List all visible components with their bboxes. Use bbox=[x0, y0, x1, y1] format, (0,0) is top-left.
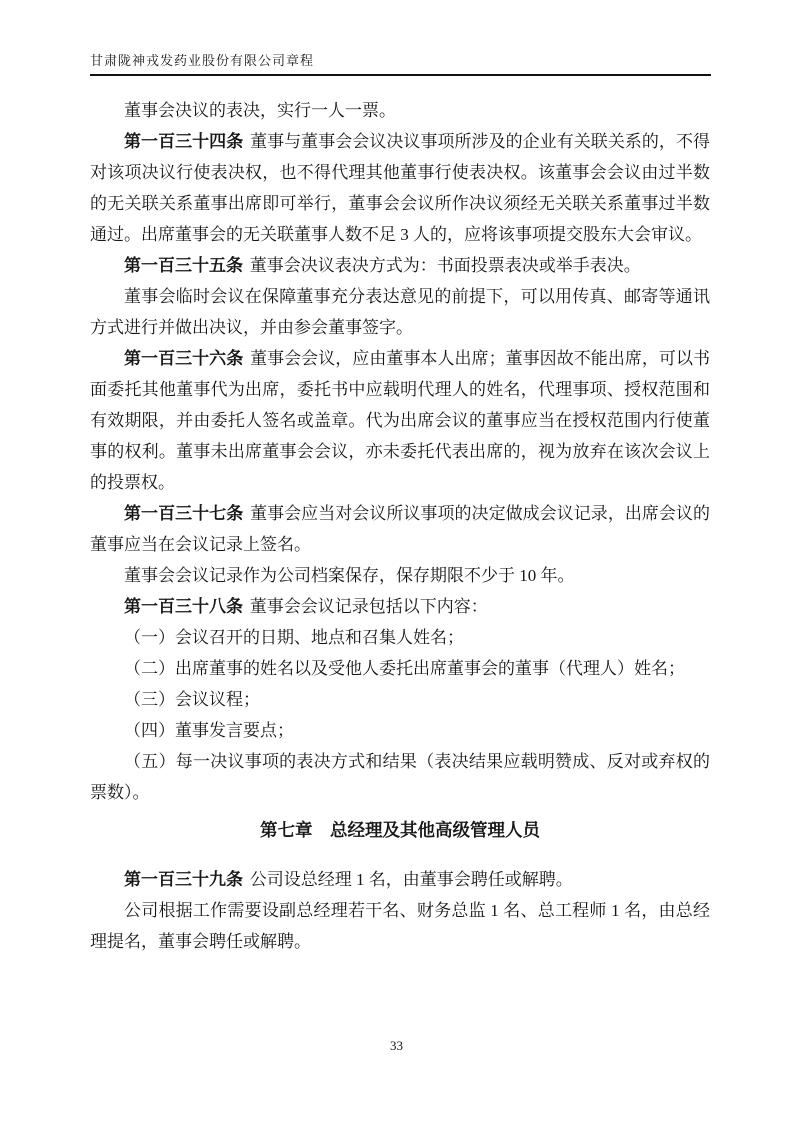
document-title: 甘肃陇神戎发药业股份有限公司章程 bbox=[90, 53, 315, 68]
article-number: 第一百三十五条 bbox=[124, 256, 243, 275]
paragraph-text: 董事会会议，应由董事本人出席；董事因故不能出席，可以书面委托其他董事代为出席，委托书中应载明代理人的姓名，代理事项、授权范围和有效期限，并由委托人签名或盖章。代为出席会议的董事应当在授权范围内行使董事的权利。董事未出席董事会会议，亦未委托代表出席的，视为放弃在该次会议上的投票权。 bbox=[90, 349, 711, 492]
article-number: 第一百三十六条 bbox=[124, 349, 244, 368]
paragraph-text: （五）每一决议事项的表决方式和结果（表决结果应载明赞成、反对或弃权的票数）。 bbox=[90, 752, 710, 802]
paragraph-text: （三）会议议程； bbox=[124, 690, 260, 709]
page-header bbox=[90, 50, 711, 76]
paragraph bbox=[90, 498, 710, 560]
paragraph-text: 董事会会议记录包括以下内容： bbox=[249, 597, 488, 616]
paragraph-text: 董事会应当对会议所议事项的决定做成会议记录，出席会议的董事应当在会议记录上签名。 bbox=[90, 504, 711, 554]
paragraph bbox=[90, 591, 710, 622]
list-item bbox=[90, 653, 710, 684]
document-body bbox=[90, 95, 710, 957]
paragraph bbox=[90, 895, 710, 957]
paragraph bbox=[90, 281, 710, 343]
paragraph bbox=[90, 250, 710, 281]
article-number: 第一百三十四条 bbox=[124, 132, 244, 151]
article-number: 第一百三十七条 bbox=[124, 504, 244, 523]
paragraph bbox=[90, 95, 710, 126]
paragraph-text: 董事会决议表决方式为：书面投票表决或举手表决。 bbox=[249, 256, 641, 275]
page-number: 33 bbox=[390, 1038, 403, 1053]
paragraph-text: 董事会决议的表决，实行一人一票。 bbox=[124, 101, 396, 120]
paragraph bbox=[90, 560, 710, 591]
article-number: 第一百三十九条 bbox=[124, 870, 243, 889]
paragraph-text: 公司根据工作需要设副总经理若干名、财务总监 1 名、总工程师 1 名，由总经理提名，董事会聘任或解聘。 bbox=[90, 901, 710, 951]
paragraph-text: 董事与董事会会议决议事项所涉及的企业有关联关系的，不得对该项决议行使表决权，也不得代理其他董事行使表决权。该董事会会议由过半数的无关联关系董事出席即可举行，董事会会议所作决议须经无关联关系董事过半数通过。出席董事会的无关联董事人数不足 3 人的，应将该事项提交股东大会审议。 bbox=[90, 132, 711, 244]
paragraph-text: 公司设总经理 1 名，由董事会聘任或解聘。 bbox=[249, 870, 573, 889]
paragraph-text: （一）会议召开的日期、地点和召集人姓名； bbox=[124, 628, 464, 647]
paragraph-text: 董事会临时会议在保障董事充分表达意见的前提下，可以用传真、邮寄等通讯方式进行并做出决议，并由参会董事签字。 bbox=[90, 287, 710, 337]
article-number: 第一百三十八条 bbox=[124, 597, 243, 616]
paragraph bbox=[90, 126, 710, 250]
list-item bbox=[90, 622, 710, 653]
paragraph-text: 董事会会议记录作为公司档案保存，保存期限不少于 10 年。 bbox=[124, 566, 575, 585]
paragraph bbox=[90, 343, 710, 498]
paragraph-text: （二）出席董事的姓名以及受他人委托出席董事会的董事（代理人）姓名； bbox=[124, 659, 685, 678]
paragraph bbox=[90, 864, 710, 895]
list-item bbox=[90, 715, 710, 746]
chapter-heading: 第七章 总经理及其他高级管理人员 bbox=[260, 820, 540, 840]
list-item bbox=[90, 684, 710, 715]
list-item bbox=[90, 746, 710, 808]
paragraph-text: （四）董事发言要点； bbox=[124, 721, 294, 740]
